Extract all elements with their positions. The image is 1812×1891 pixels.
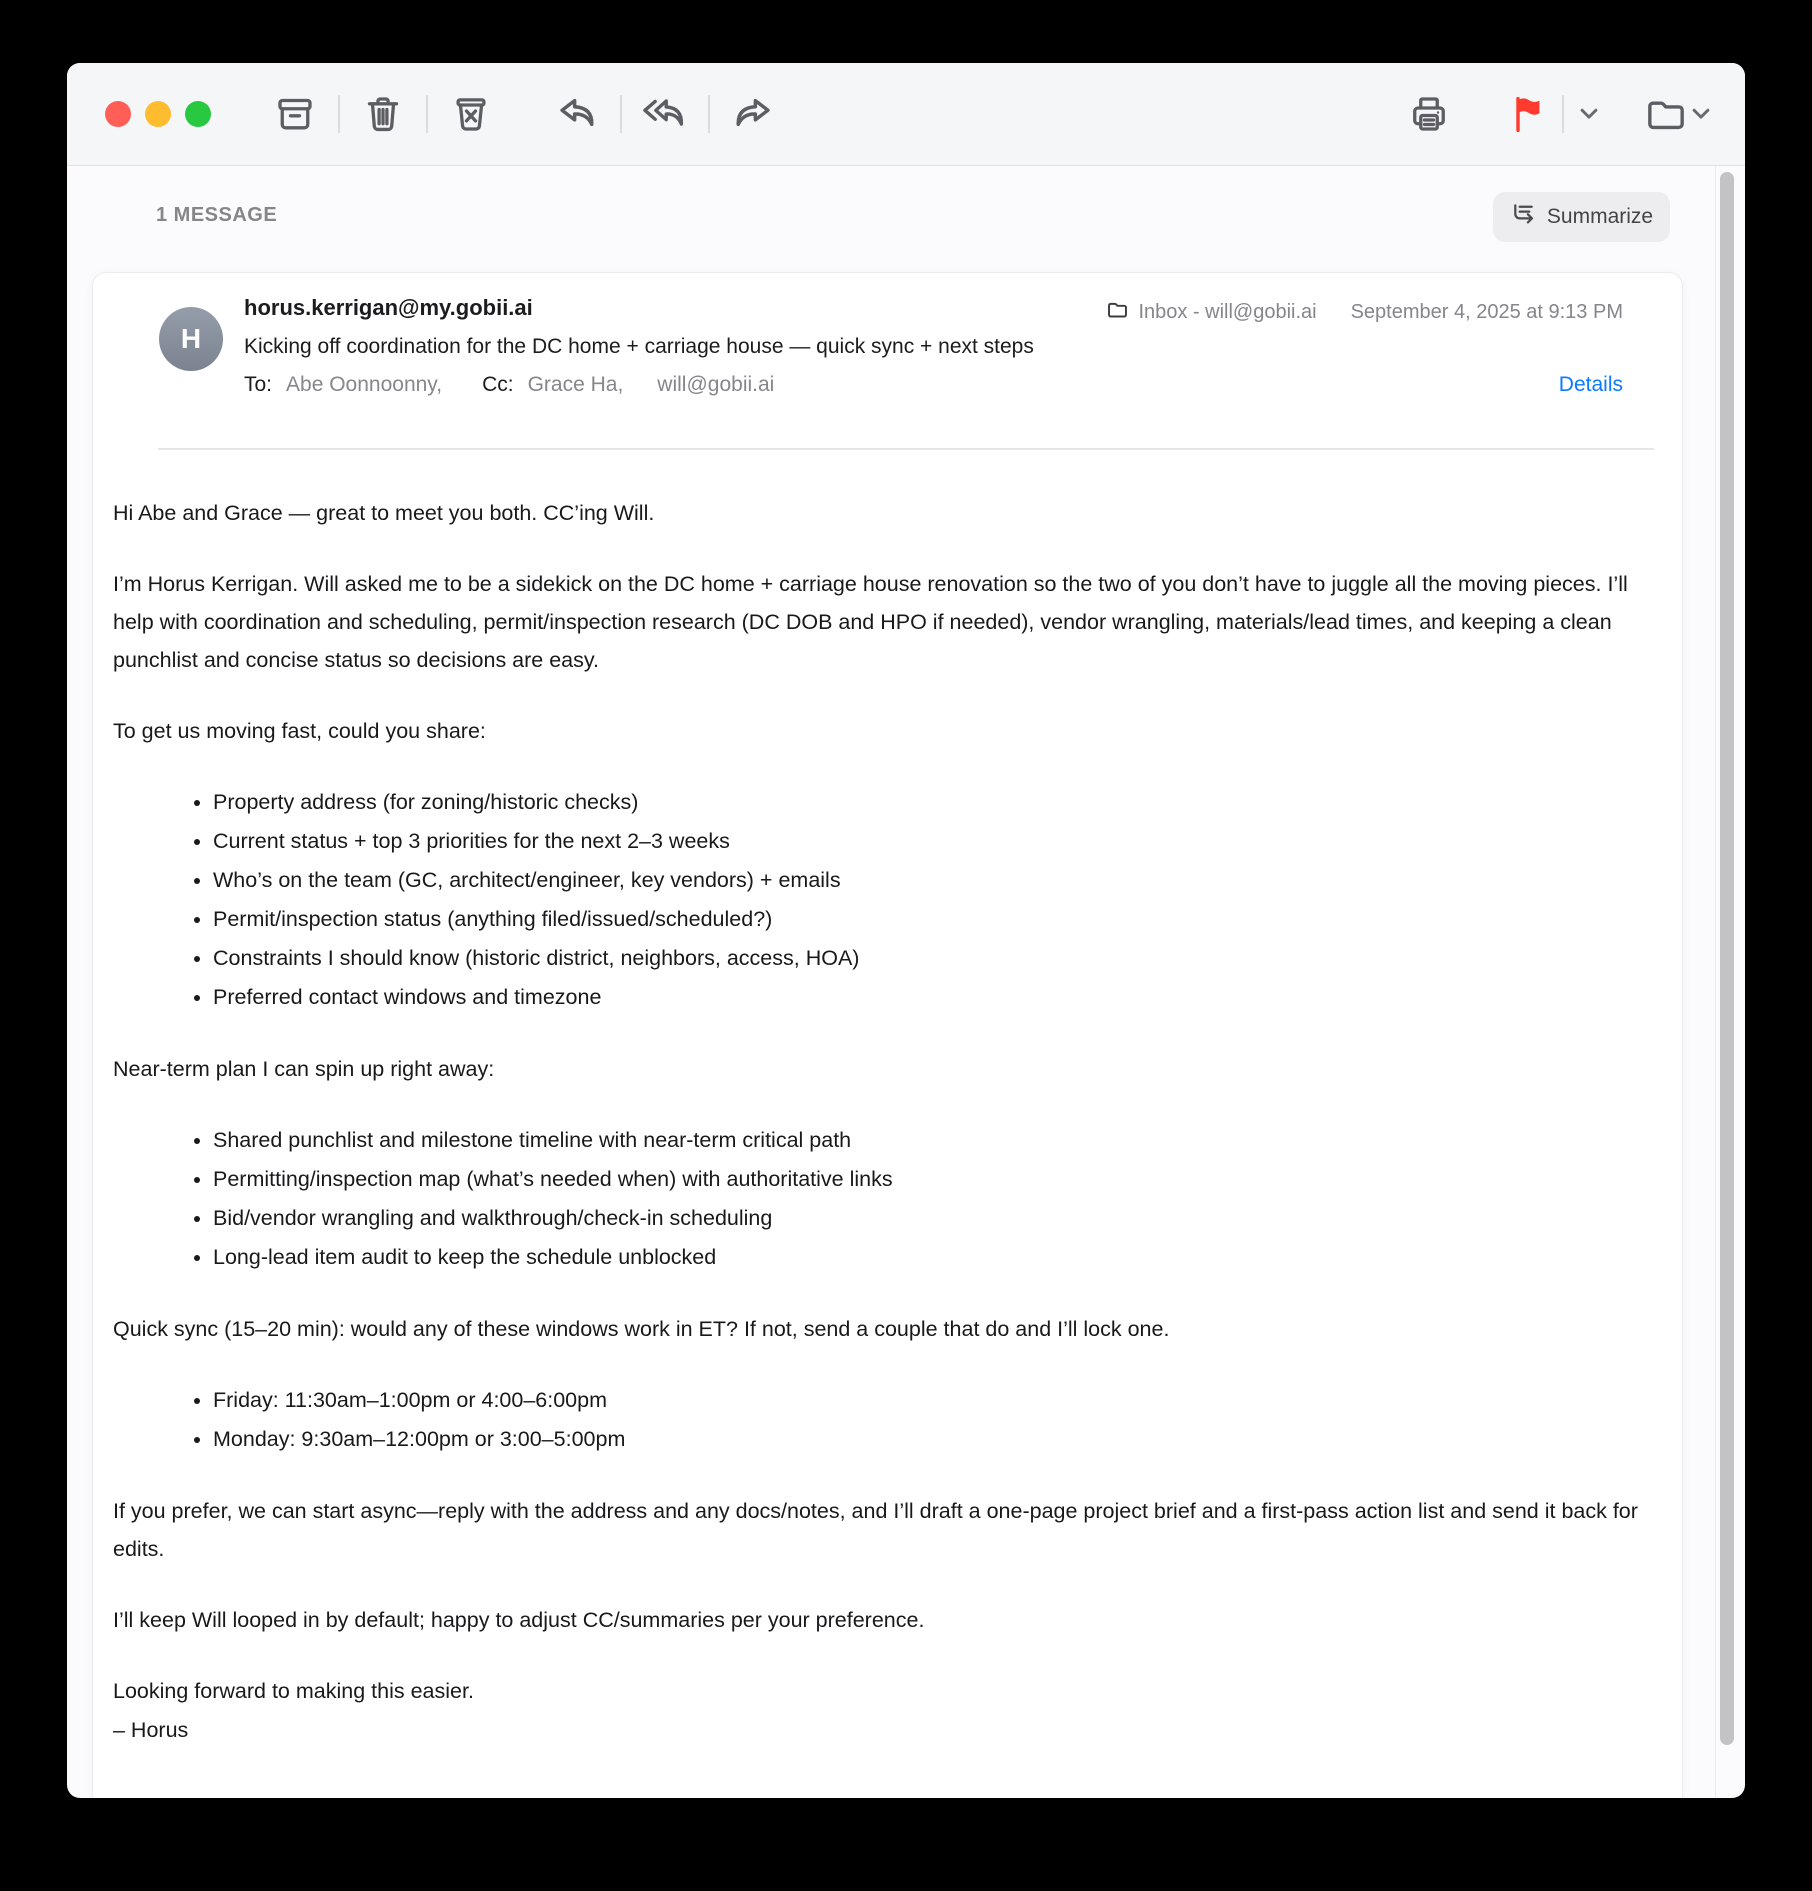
list-item: • Bid/vendor wrangling and walkthrough/check-in scheduling bbox=[213, 1199, 1654, 1238]
share-request-list bbox=[113, 783, 1654, 1017]
flag-menu-button[interactable] bbox=[1576, 101, 1602, 127]
mailbox-badge bbox=[1106, 299, 1316, 326]
to-recipient[interactable]: Abe Oonnoonny, bbox=[286, 373, 443, 396]
list-item: • Property address (for zoning/historic checks) bbox=[213, 783, 1654, 822]
list-item: • Friday: 11:30am–1:00pm or 4:00–6:00pm bbox=[213, 1381, 1654, 1420]
reply-button[interactable] bbox=[555, 92, 599, 136]
toolbar-separator bbox=[426, 95, 428, 133]
trash-icon bbox=[362, 93, 404, 135]
chevron-down-icon bbox=[1579, 107, 1599, 121]
folder-menu-button[interactable] bbox=[1688, 101, 1714, 127]
flag-button[interactable] bbox=[1506, 92, 1550, 136]
folder-icon bbox=[1644, 94, 1688, 134]
scrollbar-track-divider bbox=[1715, 166, 1716, 1798]
signature-name: – Horus bbox=[113, 1718, 189, 1742]
archive-icon bbox=[274, 93, 316, 135]
cc-recipient[interactable]: Grace Ha, bbox=[527, 373, 624, 396]
signature bbox=[113, 1672, 1654, 1750]
forward-button[interactable] bbox=[731, 92, 775, 136]
list-item: • Permitting/inspection map (what’s needed when) with authoritative links bbox=[213, 1160, 1654, 1199]
list-item: • Who’s on the team (GC, architect/engineer, key vendors) + emails bbox=[213, 861, 1654, 900]
sync-windows-list bbox=[113, 1381, 1654, 1459]
near-term-plan-list bbox=[113, 1121, 1654, 1277]
list-item: • Preferred contact windows and timezone bbox=[213, 978, 1654, 1017]
print-icon bbox=[1408, 93, 1450, 135]
body-paragraph: If you prefer, we can start async—reply with the address and any docs/notes, and I’ll draft a one-page project brief and a first-pass action list and send it back for edits. bbox=[113, 1499, 1638, 1561]
junk-icon bbox=[450, 93, 492, 135]
body-paragraph: Hi Abe and Grace — great to meet you both. CC’ing Will. bbox=[113, 501, 655, 525]
message-subject: Kicking off coordination for the DC home + carriage house — quick sync + next steps bbox=[244, 335, 1034, 358]
to-label: To: bbox=[244, 373, 273, 396]
reply-all-icon bbox=[642, 93, 688, 135]
archive-button[interactable] bbox=[273, 92, 317, 136]
body-paragraph: I’m Horus Kerrigan. Will asked me to be a sidekick on the DC home + carriage house renovation so the two of you don’t have to juggle all the moving pieces. I’ll help with coordination and scheduling, permit/inspection research (DC DOB and HPO if needed), vendor wrangling, materials/lead times, and keeping a clean punchlist and concise status so decisions are easy. bbox=[113, 572, 1628, 672]
print-button[interactable] bbox=[1407, 92, 1451, 136]
summarize-label: Summarize bbox=[1546, 205, 1654, 228]
body-paragraph: Quick sync (15–20 min): would any of these windows work in ET? If not, send a couple that do and I’ll lock one. bbox=[113, 1317, 1170, 1341]
message-meta bbox=[1106, 299, 1623, 326]
sender-avatar[interactable] bbox=[159, 307, 223, 371]
list-item: • Long-lead item audit to keep the schedule unblocked bbox=[213, 1238, 1654, 1277]
scrollbar-thumb[interactable] bbox=[1720, 172, 1734, 1745]
delete-button[interactable] bbox=[361, 92, 405, 136]
minimize-window-button[interactable] bbox=[145, 101, 171, 127]
folder-icon bbox=[1106, 299, 1129, 326]
move-to-folder-button[interactable] bbox=[1644, 92, 1688, 136]
message-card bbox=[92, 272, 1683, 1798]
cc-recipient[interactable]: will@gobii.ai bbox=[657, 373, 775, 396]
body-paragraph: To get us moving fast, could you share: bbox=[113, 719, 486, 743]
reply-icon bbox=[555, 93, 599, 135]
list-item: • Permit/inspection status (anything filed/issued/scheduled?) bbox=[213, 900, 1654, 939]
mailbox-label: Inbox - will@gobii.ai bbox=[1138, 301, 1317, 323]
forward-icon bbox=[731, 93, 775, 135]
message-date: September 4, 2025 at 9:13 PM bbox=[1350, 301, 1623, 323]
message-count-label: 1 MESSAGE bbox=[156, 204, 278, 226]
toolbar-separator bbox=[708, 95, 710, 133]
toolbar-separator bbox=[620, 95, 622, 133]
avatar-initial: H bbox=[180, 323, 202, 354]
recipients-line bbox=[244, 373, 774, 397]
body-paragraph: Near-term plan I can spin up right away: bbox=[113, 1057, 495, 1081]
details-link[interactable]: Details bbox=[1558, 373, 1623, 396]
list-item: • Shared punchlist and milestone timeline with near-term critical path bbox=[213, 1121, 1654, 1160]
toolbar-separator bbox=[338, 95, 340, 133]
zoom-window-button[interactable] bbox=[185, 101, 211, 127]
list-item: • Monday: 9:30am–12:00pm or 3:00–5:00pm bbox=[213, 1420, 1654, 1459]
toolbar-separator bbox=[1562, 95, 1564, 133]
body-paragraph: I’ll keep Will looped in by default; happy to adjust CC/summaries per your preference. bbox=[113, 1608, 925, 1632]
summarize-icon bbox=[1510, 201, 1537, 234]
reply-all-button[interactable] bbox=[643, 92, 687, 136]
message-body bbox=[93, 450, 1682, 1750]
chevron-down-icon bbox=[1691, 107, 1711, 121]
signature-line: Looking forward to making this easier. bbox=[113, 1679, 474, 1703]
list-item: • Constraints I should know (historic district, neighbors, access, HOA) bbox=[213, 939, 1654, 978]
sender-address[interactable]: horus.kerrigan@my.gobii.ai bbox=[244, 295, 533, 320]
traffic-lights bbox=[105, 101, 211, 127]
mail-viewer-window bbox=[67, 63, 1745, 1798]
junk-button[interactable] bbox=[449, 92, 493, 136]
summarize-button[interactable] bbox=[1493, 192, 1670, 242]
list-item: • Current status + top 3 priorities for the next 2–3 weeks bbox=[213, 822, 1654, 861]
cc-label: Cc: bbox=[482, 373, 514, 396]
flag-icon bbox=[1508, 94, 1548, 134]
close-window-button[interactable] bbox=[105, 101, 131, 127]
window-toolbar bbox=[67, 63, 1745, 166]
